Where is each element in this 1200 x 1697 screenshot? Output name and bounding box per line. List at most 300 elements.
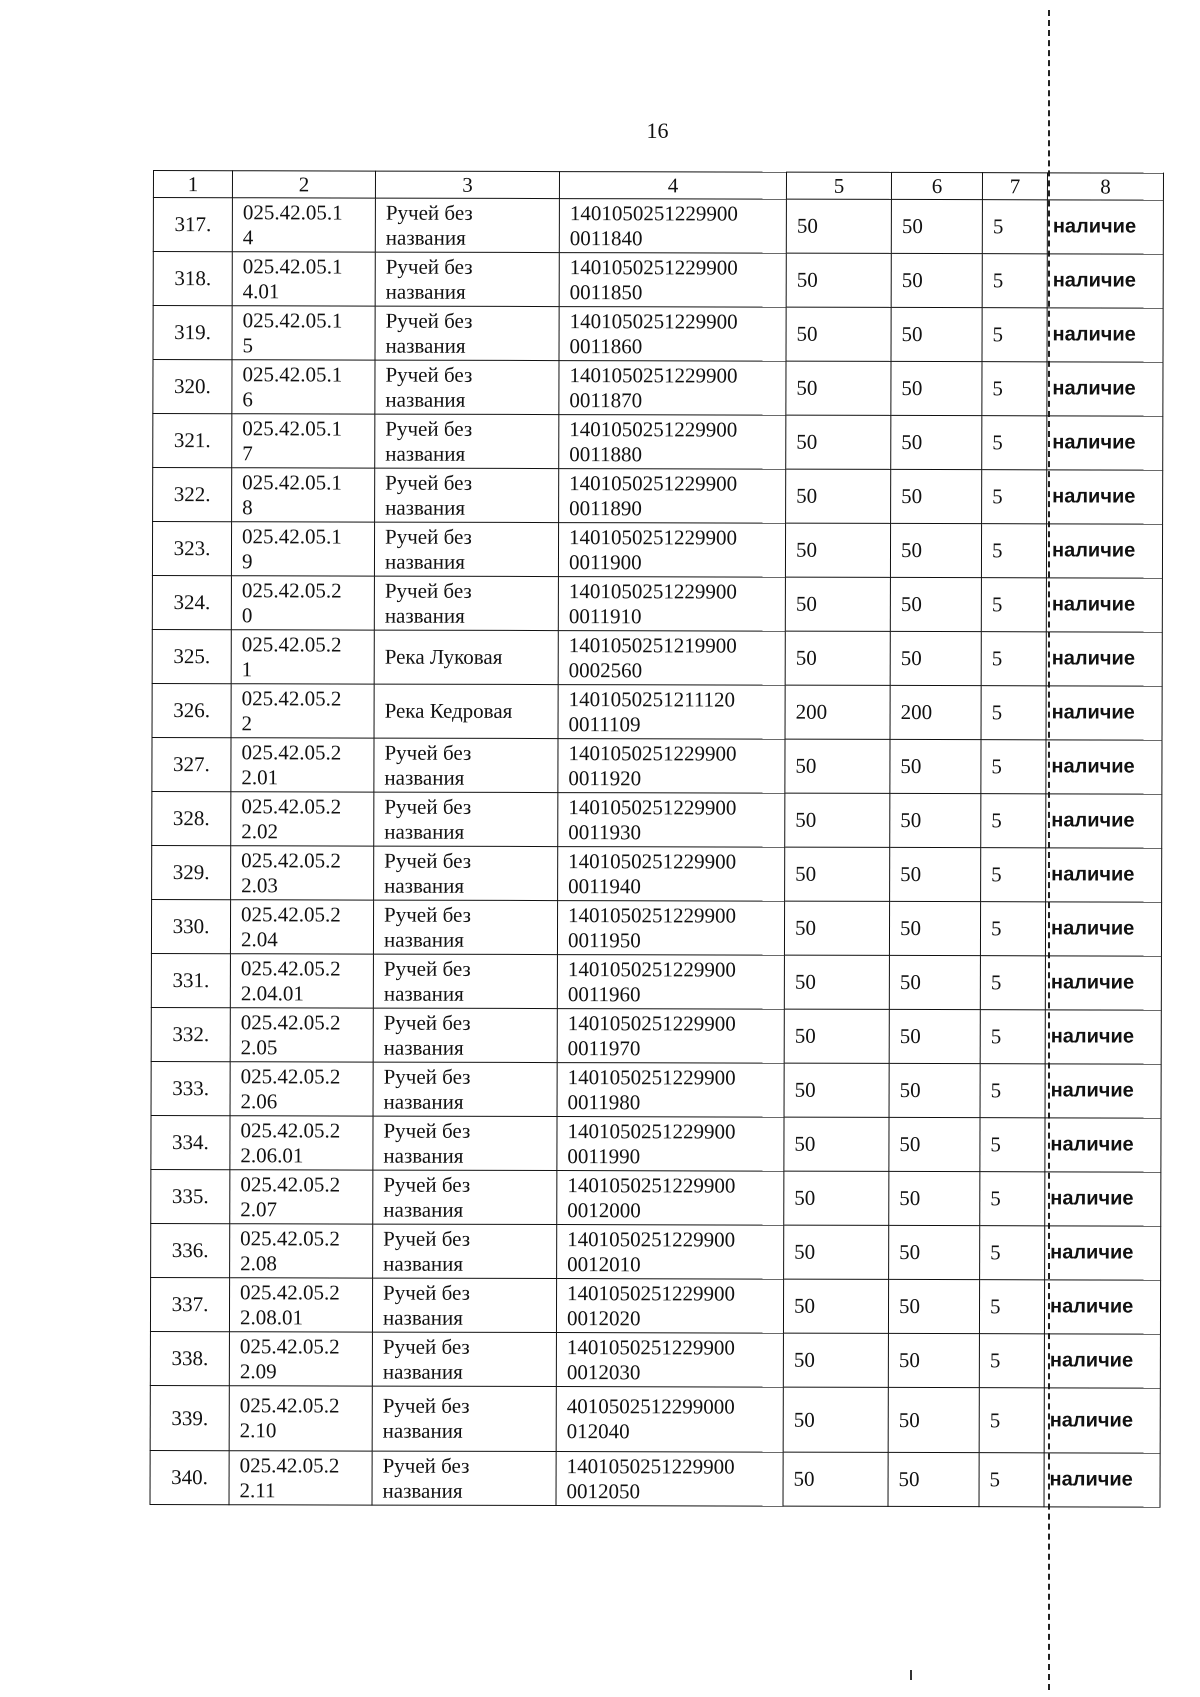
table-row [151, 1115, 1161, 1172]
name-cell-line: Ручей без [385, 362, 473, 387]
row-number-cell: 338. [150, 1331, 229, 1385]
column-header: 6 [891, 172, 982, 199]
id-cell-line: 1401050251229900 [569, 362, 738, 388]
code-cell-line: 025.42.05.2 [241, 793, 342, 818]
status-cell: наличие [1045, 902, 1161, 956]
table-row [153, 414, 1163, 471]
column-header: 3 [375, 171, 559, 198]
table-row [152, 522, 1162, 579]
name-cell [375, 468, 559, 522]
id-cell-line: 0011910 [568, 603, 642, 628]
id-cell-line: 0011109 [568, 711, 641, 736]
name-cell-line: названия [385, 387, 466, 412]
code-cell-line: 2.07 [240, 1196, 278, 1221]
col7-cell: 5 [980, 902, 1045, 956]
id-cell [559, 307, 786, 362]
id-cell [559, 361, 786, 416]
name-cell [374, 792, 558, 846]
name-cell-line: Ручей без [385, 470, 473, 495]
status-cell: наличие [1046, 686, 1162, 740]
row-number-cell: 340. [150, 1450, 229, 1504]
col5-cell: 50 [786, 253, 891, 307]
col7-cell: 5 [980, 1010, 1045, 1064]
row-number-cell: 320. [153, 360, 232, 414]
code-cell-line: 025.42.05.1 [242, 469, 342, 494]
name-cell [373, 900, 557, 954]
col6-cell: 50 [891, 469, 982, 523]
code-cell-line: 025.42.05.2 [241, 739, 342, 764]
col6-cell: 50 [889, 1117, 980, 1171]
row-number-cell: 323. [152, 522, 231, 576]
col6-cell: 50 [891, 253, 982, 307]
id-cell [558, 793, 785, 848]
col5-cell: 50 [786, 415, 891, 469]
col7-cell: 5 [982, 362, 1047, 416]
id-cell-line: 0011850 [569, 279, 643, 304]
id-cell-line: 1401050251229900 [567, 1010, 736, 1036]
code-cell-line: 6 [242, 386, 253, 411]
row-number-cell: 336. [151, 1223, 230, 1277]
row-number-cell: 339. [150, 1385, 229, 1450]
name-cell-line: Ручей без [384, 578, 472, 603]
name-cell [373, 1224, 557, 1278]
scan-mark [910, 1670, 912, 1680]
code-cell [232, 252, 375, 306]
name-cell-line: названия [383, 1197, 464, 1222]
name-cell-line: названия [383, 1035, 464, 1060]
col6-cell: 50 [888, 1387, 979, 1452]
status-cell: наличие [1047, 308, 1163, 362]
name-cell-line: названия [384, 765, 465, 790]
id-cell-line: 1401050251229900 [566, 1453, 735, 1479]
code-cell [230, 1062, 373, 1116]
col5-cell: 50 [785, 523, 890, 577]
col5-cell: 200 [785, 685, 890, 739]
code-cell [229, 1386, 372, 1451]
name-cell-line: Ручей без [383, 1280, 470, 1305]
id-cell [559, 415, 786, 470]
id-cell-line: 1401050251229900 [569, 254, 738, 280]
code-cell [231, 738, 374, 792]
code-cell [229, 1332, 372, 1386]
id-cell-line: 0012000 [567, 1197, 641, 1222]
col5-cell: 50 [785, 793, 890, 847]
name-cell [374, 846, 558, 900]
id-cell-line: 0011960 [567, 981, 641, 1006]
col5-cell: 50 [784, 1225, 889, 1279]
id-cell [557, 901, 784, 956]
id-cell-line: 1401050251229900 [567, 1226, 736, 1252]
code-cell [232, 468, 375, 522]
id-cell-line: 1401050251229900 [567, 1064, 736, 1090]
code-cell-line: 2.11 [239, 1477, 276, 1502]
code-cell-line: 025.42.05.2 [239, 1333, 340, 1358]
row-number-cell: 317. [153, 198, 232, 252]
col5-cell: 50 [784, 1063, 889, 1117]
code-cell [231, 522, 374, 576]
col5-cell: 50 [783, 1452, 888, 1506]
id-cell-line: 0011860 [569, 333, 643, 358]
name-cell-line: Ручей без [384, 902, 471, 927]
col7-cell: 5 [981, 848, 1046, 902]
code-cell [230, 1170, 373, 1224]
name-cell [373, 954, 557, 1008]
col5-cell: 50 [784, 955, 889, 1009]
id-cell-line: 0011880 [569, 441, 643, 466]
name-cell-line: Ручей без [383, 1226, 471, 1251]
id-cell-line: 1401050251229900 [569, 200, 738, 226]
code-cell-line: 025.42.05.1 [242, 253, 343, 278]
table-row [152, 737, 1162, 794]
code-cell-line: 2.03 [241, 872, 278, 897]
name-cell-line: Река Кедровая [384, 698, 513, 723]
name-cell [373, 1008, 557, 1062]
col5-cell: 50 [786, 361, 891, 415]
name-cell-line: Ручей без [382, 1334, 470, 1359]
name-cell [374, 738, 558, 792]
id-cell [557, 1117, 784, 1172]
code-cell-line: 2.08.01 [239, 1304, 304, 1329]
row-number-cell: 333. [151, 1061, 230, 1115]
col7-cell: 5 [980, 1064, 1045, 1118]
code-cell-line: 025.42.05.2 [240, 1225, 340, 1250]
name-cell-line: названия [384, 603, 465, 628]
name-cell-line: Ручей без [385, 416, 473, 441]
name-cell [375, 414, 559, 468]
col7-cell: 5 [979, 1388, 1044, 1453]
status-cell: наличие [1047, 200, 1163, 254]
name-cell [374, 684, 558, 738]
id-cell-line: 0011900 [568, 549, 642, 574]
code-cell-line: 4.01 [242, 278, 280, 303]
name-cell-line: Ручей без [383, 1064, 471, 1089]
id-cell-line: 0011890 [569, 495, 642, 520]
col6-cell: 50 [888, 1333, 979, 1387]
code-cell-line: 2.01 [241, 764, 279, 789]
status-cell: наличие [1047, 362, 1163, 416]
code-cell [229, 1278, 372, 1332]
id-cell [556, 1452, 783, 1507]
code-cell-line: 025.42.05.2 [241, 631, 342, 656]
table-row [151, 1061, 1161, 1118]
col7-cell: 5 [982, 470, 1047, 524]
id-cell-line: 0011990 [567, 1143, 641, 1168]
id-cell-line: 0011940 [568, 873, 641, 898]
id-cell [557, 1009, 784, 1064]
name-cell-line: Ручей без [385, 200, 473, 225]
name-cell [375, 360, 559, 414]
code-cell [230, 954, 373, 1008]
name-cell-line: Ручей без [383, 1172, 471, 1197]
code-cell-line: 9 [241, 548, 253, 573]
status-cell: наличие [1047, 470, 1163, 524]
code-cell [230, 900, 373, 954]
id-cell-line: 1401050251229900 [567, 956, 736, 982]
code-cell-line: 025.42.05.2 [241, 685, 342, 710]
table-row [151, 1223, 1161, 1280]
code-cell-line: 2.06.01 [240, 1142, 304, 1167]
code-cell-line: 025.42.05.2 [240, 1117, 341, 1142]
code-cell-line: 2 [241, 710, 253, 735]
id-cell [558, 847, 785, 902]
name-cell [375, 306, 559, 360]
id-cell-line: 1401050251229900 [568, 848, 737, 874]
col7-cell: 5 [982, 308, 1047, 362]
id-cell [558, 577, 785, 632]
col7-cell: 5 [981, 686, 1046, 740]
code-cell-line: 025.42.05.2 [241, 577, 342, 602]
code-cell [229, 1451, 372, 1505]
col6-cell: 50 [889, 955, 980, 1009]
table-row [150, 1450, 1160, 1507]
row-number-cell: 329. [152, 845, 231, 899]
id-cell-line: 0012050 [566, 1478, 641, 1503]
status-cell: наличие [1045, 1172, 1161, 1226]
table-row [151, 1169, 1161, 1226]
status-cell: наличие [1046, 794, 1162, 848]
table-row [153, 198, 1163, 255]
id-cell-line: 1401050251229900 [568, 794, 737, 820]
id-cell-line: 1401050251229900 [569, 524, 738, 550]
id-cell-line: 1401050251229900 [567, 1280, 736, 1306]
id-cell [558, 631, 785, 686]
col7-cell: 5 [980, 956, 1045, 1010]
col7-cell: 5 [982, 254, 1047, 308]
id-cell-line: 012040 [566, 1419, 630, 1444]
col6-cell: 50 [891, 307, 982, 361]
col7-cell: 5 [981, 632, 1046, 686]
name-cell [375, 198, 559, 252]
col6-cell: 50 [890, 631, 981, 685]
table-row [150, 1331, 1160, 1388]
status-cell: наличие [1046, 632, 1162, 686]
status-cell: наличие [1045, 1064, 1161, 1118]
col5-cell: 50 [784, 901, 889, 955]
status-cell: наличие [1045, 1010, 1161, 1064]
id-cell-line: 0012030 [566, 1359, 641, 1384]
table-row [151, 899, 1161, 956]
row-number-cell: 318. [153, 252, 232, 306]
name-cell-line: названия [383, 927, 464, 952]
code-cell [231, 684, 374, 738]
row-number-cell: 334. [151, 1115, 230, 1169]
table-row [150, 1277, 1160, 1334]
col7-cell: 5 [982, 200, 1047, 254]
row-number-cell: 325. [152, 629, 231, 683]
row-number-cell: 324. [152, 575, 231, 629]
col5-cell: 50 [785, 847, 890, 901]
status-cell: наличие [1047, 254, 1163, 308]
name-cell-line: Ручей без [382, 1393, 470, 1418]
name-cell-line: названия [385, 495, 466, 520]
status-cell: наличие [1044, 1388, 1160, 1453]
code-cell-line: 2.10 [239, 1418, 277, 1443]
id-cell-line: 1401050251229900 [569, 416, 738, 442]
name-cell-line: названия [385, 441, 466, 466]
code-cell [231, 792, 374, 846]
name-cell [372, 1332, 556, 1386]
id-cell-line: 1401050251229900 [569, 308, 738, 334]
id-cell-line: 1401050251229900 [568, 902, 737, 928]
row-number-cell: 328. [152, 791, 231, 845]
id-cell [559, 469, 786, 524]
code-cell-line: 2.09 [239, 1358, 277, 1383]
col5-cell: 50 [784, 1171, 889, 1225]
table-row [152, 575, 1162, 632]
table-body [150, 198, 1163, 1508]
row-number-cell: 327. [152, 737, 231, 791]
name-cell-line: Ручей без [383, 956, 471, 981]
status-cell: наличие [1046, 740, 1162, 794]
id-cell-line: 0011950 [567, 927, 641, 952]
col6-cell: 50 [888, 1452, 979, 1506]
code-cell-line: 5 [242, 332, 254, 357]
id-cell-line: 0011930 [568, 819, 642, 844]
col6-cell: 50 [889, 1171, 980, 1225]
row-number-cell: 335. [151, 1169, 230, 1223]
id-cell-line: 0012010 [567, 1251, 641, 1276]
col7-cell: 5 [981, 524, 1046, 578]
page-number: 16 [646, 118, 669, 143]
name-cell-line: названия [383, 1089, 464, 1114]
code-cell-line: 2.05 [240, 1034, 278, 1059]
table-row [152, 845, 1162, 902]
id-cell [558, 739, 785, 794]
col6-cell: 50 [891, 415, 982, 469]
name-cell-line: названия [382, 1478, 463, 1503]
col6-cell: 50 [889, 1009, 980, 1063]
col6-cell: 50 [890, 523, 981, 577]
id-cell-line: 1401050251219900 [568, 632, 737, 658]
table-row [153, 306, 1163, 363]
code-cell [230, 1116, 373, 1170]
status-cell: наличие [1046, 524, 1162, 578]
row-number-cell: 337. [150, 1277, 229, 1331]
id-cell [556, 1387, 783, 1453]
code-cell [231, 630, 374, 684]
col6-cell: 50 [891, 361, 982, 415]
code-cell [230, 1008, 373, 1062]
id-cell-line: 1401050251229900 [566, 1334, 735, 1360]
col5-cell: 50 [784, 1009, 889, 1063]
column-header: 8 [1047, 173, 1163, 200]
name-cell-line: названия [383, 1143, 464, 1168]
name-cell-line: названия [382, 1305, 463, 1330]
col6-cell: 200 [890, 685, 981, 739]
name-cell-line: названия [383, 1251, 464, 1276]
code-cell [231, 846, 374, 900]
name-cell-line: названия [383, 981, 464, 1006]
name-cell [372, 1278, 556, 1332]
id-cell [557, 955, 784, 1010]
code-cell-line: 025.42.05.1 [242, 415, 343, 440]
table-row [153, 468, 1163, 525]
col6-cell: 50 [889, 1063, 980, 1117]
id-cell-line: 1401050251229900 [567, 1172, 736, 1198]
column-header: 2 [232, 171, 375, 198]
code-cell-line: 025.42.05.2 [240, 1171, 341, 1196]
col7-cell: 5 [979, 1453, 1044, 1507]
table-row [153, 252, 1163, 309]
name-cell-line: названия [384, 819, 465, 844]
table-row [151, 953, 1161, 1010]
code-cell-line: 0 [241, 602, 253, 627]
code-cell-line: 025.42.05.2 [240, 1279, 340, 1304]
id-cell-line: 1401050251211120 [568, 686, 736, 712]
column-header: 7 [982, 173, 1047, 200]
name-cell-line: Ручей без [383, 1118, 471, 1143]
name-cell [374, 522, 558, 576]
column-header: 5 [786, 172, 891, 199]
header-row [153, 171, 1163, 201]
row-number-cell: 322. [153, 468, 232, 522]
col6-cell: 50 [891, 199, 982, 253]
name-cell-line: Ручей без [384, 848, 472, 873]
code-cell-line: 2.06 [240, 1088, 278, 1113]
col7-cell: 5 [980, 1172, 1045, 1226]
status-cell: наличие [1045, 1118, 1161, 1172]
row-number-cell: 332. [151, 1007, 230, 1061]
table-row [153, 360, 1163, 417]
id-cell-line: 0011840 [569, 225, 643, 250]
table-row [150, 1385, 1160, 1453]
status-cell: наличие [1045, 956, 1161, 1010]
col5-cell: 50 [786, 307, 891, 361]
col5-cell: 50 [785, 739, 890, 793]
name-cell [372, 1386, 556, 1451]
id-cell [556, 1333, 783, 1388]
id-cell [557, 1225, 784, 1280]
id-cell-line: 4010502512299000 [566, 1394, 735, 1419]
col5-cell: 50 [783, 1279, 888, 1333]
id-cell-line: 1401050251229900 [567, 1118, 736, 1144]
col7-cell: 5 [981, 794, 1046, 848]
id-cell-line: 0011920 [568, 765, 642, 790]
row-number-cell: 326. [152, 683, 231, 737]
name-cell [372, 1451, 556, 1505]
status-cell: наличие [1044, 1334, 1160, 1388]
code-cell-line: 025.42.05.2 [241, 847, 341, 872]
name-cell [375, 252, 559, 306]
name-cell-line: Река Луковая [384, 644, 503, 669]
id-cell [559, 253, 786, 308]
status-cell: наличие [1045, 1226, 1161, 1280]
code-cell-line: 025.42.05.2 [239, 1393, 340, 1418]
code-cell-line: 4 [242, 224, 254, 249]
col6-cell: 50 [890, 577, 981, 631]
status-cell: наличие [1046, 578, 1162, 632]
table-row [152, 629, 1162, 686]
name-cell-line: названия [385, 333, 466, 358]
name-cell [374, 576, 558, 630]
name-cell-line: названия [382, 1418, 463, 1443]
col7-cell: 5 [980, 1226, 1045, 1280]
table-row [151, 1007, 1161, 1064]
name-cell-line: Ручей без [385, 308, 473, 333]
col5-cell: 50 [784, 1117, 889, 1171]
id-cell [557, 1171, 784, 1226]
col6-cell: 50 [890, 847, 981, 901]
col6-cell: 50 [888, 1279, 979, 1333]
code-cell-line: 1 [241, 656, 253, 681]
column-header: 1 [153, 171, 232, 198]
name-cell-line: Ручей без [385, 254, 473, 279]
status-cell: наличие [1046, 848, 1162, 902]
code-cell-line: 025.42.05.2 [239, 1452, 340, 1477]
data-table [150, 170, 1164, 1508]
status-cell: наличие [1047, 416, 1163, 470]
col7-cell: 5 [979, 1280, 1044, 1334]
